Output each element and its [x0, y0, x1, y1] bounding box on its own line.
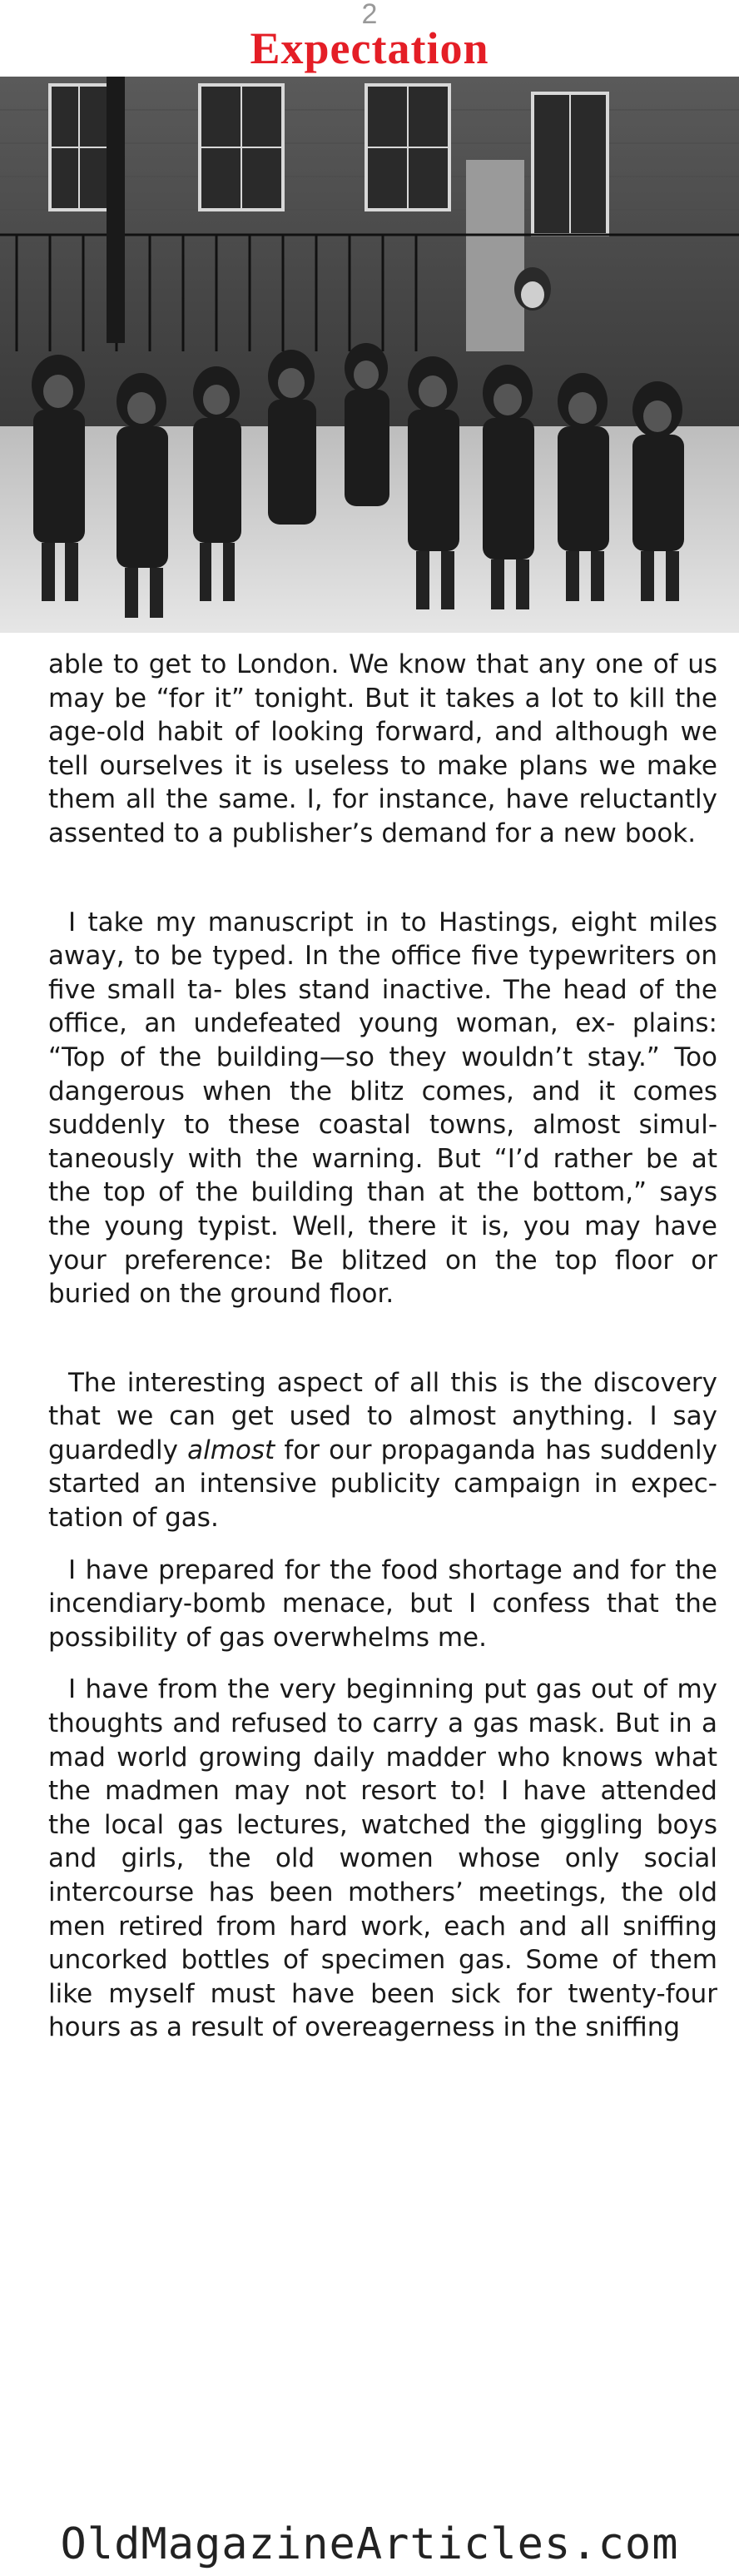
article-photo — [0, 77, 739, 633]
text-line: wouldn’t stay.” Too dangerous when — [48, 1042, 717, 1106]
text-line: office five typewriters on five small ta- — [48, 941, 717, 1005]
text-line: able to get to London. We know that — [48, 649, 538, 679]
text-line: the giggling boys and girls, the old — [48, 1809, 717, 1874]
text-line: a result of overeagerness in the sniffing — [166, 2012, 681, 2043]
text-line: growing daily madder who knows what — [198, 1742, 718, 1773]
paragraph-2 — [48, 906, 717, 1311]
text-line: women whose only social intercourse — [48, 1843, 717, 1907]
text-line: the blitz comes, and it comes suddenly — [48, 1076, 717, 1141]
text-line: our propaganda has suddenly started an — [48, 1435, 717, 1499]
text-line: Well, there it is, you may have your — [48, 1211, 717, 1276]
text-line: have been sick for twenty-four hours as — [48, 1978, 717, 2043]
text-line: at the bottom,” says the young typist. — [48, 1177, 717, 1241]
paragraph-5 — [48, 1673, 717, 2045]
text-line: overwhelms me. — [272, 1622, 487, 1653]
text-line: attended the local gas lectures, watched — [48, 1776, 717, 1840]
text-line: retired from hard work, each and all — [118, 1911, 623, 1942]
text-line: preference: Be blitzed on the top floor — [123, 1245, 692, 1276]
text-line: gas out of my thoughts and refused to — [48, 1674, 717, 1739]
text-line: intensive publicity campaign in expec- — [199, 1469, 717, 1499]
text-line: carry a gas mask. But in a mad world — [48, 1708, 717, 1773]
text-line: tation of gas. — [48, 1503, 219, 1534]
text-line: and for the incendiary-bomb menace, — [48, 1554, 717, 1619]
text-line: has been mothers’ meetings, the old men — [48, 1877, 717, 1942]
text-line: office, an undefeated young woman, ex- — [48, 1008, 632, 1039]
text-line: habit of looking forward, and although — [156, 717, 681, 748]
article-body — [48, 648, 717, 2045]
text-line: or buried on the ground floor. — [48, 1245, 717, 1310]
text-line: I have prepared for the food shortage — [68, 1554, 573, 1585]
text-line: anything. I say guardedly almost for — [48, 1401, 717, 1465]
text-line: I take my manuscript in to Hastings, — [68, 907, 571, 937]
text-line: publisher’s demand for a new book. — [231, 818, 697, 848]
paragraph-4 — [48, 1554, 717, 1655]
article-title: Expectation — [250, 23, 489, 73]
text-line: plains: “Top of the building—so they — [48, 1008, 717, 1072]
text-line: we tell ourselves it is useless to make — [48, 717, 717, 781]
text-line: discovery that we can get used to almost — [48, 1367, 717, 1432]
text-line: The interesting aspect of all this is the — [68, 1367, 594, 1398]
text-line: But it takes a lot to kill the age-old — [48, 683, 717, 748]
text-line: eight miles away, to be typed. In the — [48, 907, 717, 972]
text-line: taneously with the warning. But “I’d — [48, 1143, 553, 1174]
text-line: bles stand inactive. The head of the — [234, 974, 717, 1005]
paragraph-1 — [48, 648, 717, 851]
text-line: to these coastal towns, almost simul- — [184, 1110, 718, 1141]
text-line: sniffing uncorked bottles of specimen — [48, 1911, 717, 1976]
text-line: gas. Some of them like myself must — [48, 1945, 717, 2009]
text-line: I have from the very beginning put — [68, 1674, 536, 1705]
text-line: the madmen may not resort to! I have — [48, 1776, 601, 1807]
paragraph-3 — [48, 1366, 717, 1535]
text-line: rather be at the top of the building than — [48, 1143, 717, 1208]
page-number: 2 — [361, 0, 378, 30]
text-line: any one of us may be “for it” tonight. — [48, 649, 717, 714]
site-footer-watermark: OldMagazineArticles.com — [60, 2519, 679, 2569]
photo-schoolchildren-gas-masks-icon — [0, 77, 739, 633]
text-line: instance, have reluctantly assented to a — [48, 784, 717, 848]
text-line: plans we make them all the same. I, for — [48, 750, 717, 815]
text-line: but I confess that the possibility of gas — [48, 1589, 718, 1653]
